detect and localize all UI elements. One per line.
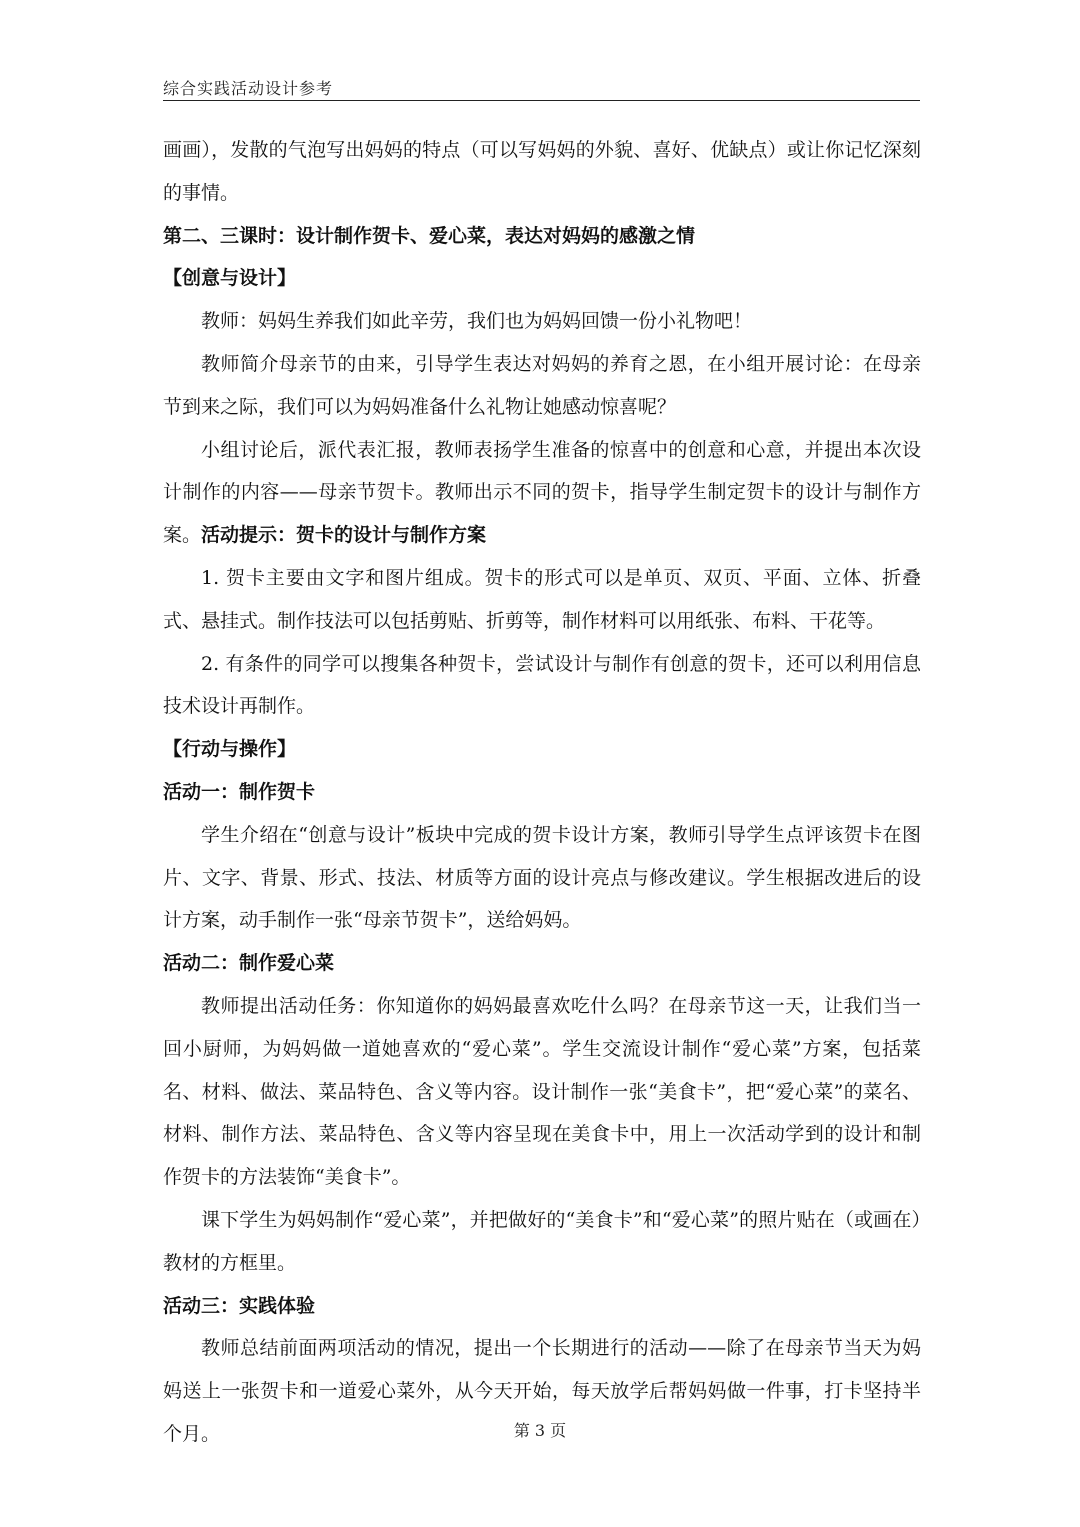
list-item: 1. 贺卡主要由文字和图片组成。贺卡的形式可以是单页、双页、平面、立体、折叠式、悬挂式。制作技法可以包括剪贴、折剪等，制作材料可以用纸张、布料、干花等。 (163, 566, 921, 632)
paragraph: 教师总结前面两项活动的情况，提出一个长期进行的活动——除了在母亲节当天为妈妈送上一张贺卡和一道爱心菜外，从今天开始，每天放学后帮妈妈做一件事，打卡坚持半个月。 (163, 1337, 921, 1445)
paragraph: 教师：妈妈生养我们如此辛劳，我们也为妈妈回馈一份小礼物吧！ (201, 310, 753, 333)
page-number: 第 3 页 (513, 1421, 567, 1440)
document-body (163, 129, 921, 1456)
paragraph: 教师提出活动任务：你知道你的妈妈最喜欢吃什么吗？在母亲节这一天，让我们当一回小厨师，为妈妈做一道她喜欢的“爱心菜”。学生交流设计制作“爱心菜”方案，包括菜名、材料、做法、菜品特色、含义等内容。设计制作一张“美食卡”，把“爱心菜”的菜名、材料、制作方法、菜品特色、含义等内容呈现在美食卡中，用上一次活动学到的设计和制作贺卡的方法装饰“美食卡”。 (163, 994, 921, 1189)
paragraph: 教师简介母亲节的由来，引导学生表达对妈妈的养育之恩，在小组开展讨论：在母亲节到来之际，我们可以为妈妈准备什么礼物让她感动惊喜呢？ (163, 352, 921, 418)
header-divider (163, 100, 920, 101)
paragraph: 学生介绍在“创意与设计”板块中完成的贺卡设计方案，教师引导学生点评该贺卡在图片、文字、背景、形式、技法、材质等方面的设计亮点与修改建议。学生根据改进后的设计方案，动手制作一张“母亲节贺卡”，送给妈妈。 (163, 823, 921, 932)
activity-heading-1: 活动一：制作贺卡 (163, 780, 316, 803)
activity-heading-2: 活动二：制作爱心菜 (163, 952, 335, 975)
paragraph (163, 429, 921, 557)
paragraph-text: 小组讨论后，派代表汇报，教师表扬学生准备的惊喜中的创意和心意，并提出本次设计制作的内容——母亲节贺卡。教师出示不同的贺卡，指导学生制定贺卡的设计与制作方案。 (163, 438, 921, 547)
activity-tip-heading: 活动提示：贺卡的设计与制作方案 (201, 524, 487, 547)
paragraph: 课下学生为妈妈制作“爱心菜”，并把做好的“美食卡”和“爱心菜”的照片贴在（或画在）教材的方框里。 (163, 1208, 921, 1274)
paragraph: 画画），发散的气泡写出妈妈的特点（可以写妈妈的外貌、喜好、优缺点）或让你记忆深刻的事情。 (163, 139, 921, 204)
section-heading-action: 【行动与操作】 (163, 738, 297, 761)
page-header-title: 综合实践活动设计参考 (163, 79, 334, 98)
lesson-heading: 第二、三课时：设计制作贺卡、爱心菜，表达对妈妈的感激之情 (163, 224, 696, 247)
list-item: 2. 有条件的同学可以搜集各种贺卡，尝试设计与制作有创意的贺卡，还可以利用信息技术设计再制作。 (163, 652, 921, 718)
activity-heading-3: 活动三：实践体验 (163, 1294, 316, 1317)
section-heading-creative: 【创意与设计】 (163, 267, 297, 290)
